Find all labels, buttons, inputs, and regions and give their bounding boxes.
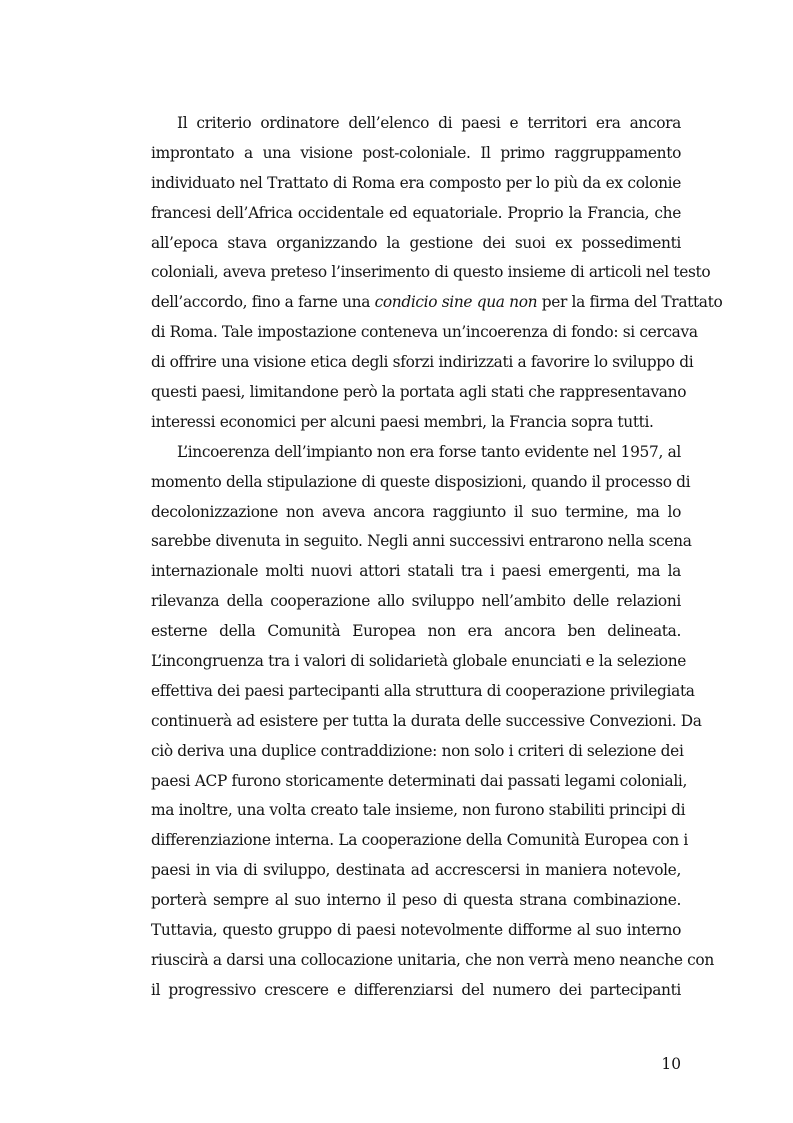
paragraph-2-line-18: riuscirà a darsi una collocazione unitaria, che non verrà meno neanche con <box>151 950 714 969</box>
paragraph-2-line-1: L’incoerenza dell’impianto non era forse tanto evidente nel 1957, al <box>177 442 681 461</box>
paragraph-2-line-3: decolonizzazione non aveva ancora raggiunto il suo termine, ma lo <box>151 502 681 521</box>
latin-phrase: condicio sine qua non <box>374 293 538 312</box>
paragraph-1-line-8: di Roma. Tale impostazione conteneva un’incoerenza di fondo: si cercava <box>151 323 698 342</box>
paragraph-2-line-6: rilevanza della cooperazione allo sviluppo nell’ambito delle relazioni <box>151 592 681 611</box>
paragraph-1-line-11: interessi economici per alcuni paesi membri, la Francia sopra tutti. <box>151 412 654 431</box>
paragraph-1-line-7 <box>151 288 723 318</box>
paragraph-2-line-19: il progressivo crescere e differenziarsi del numero dei partecipanti <box>151 980 681 999</box>
paragraph-2-line-11: ciò deriva una duplice contraddizione: non solo i criteri di selezione dei <box>151 741 684 760</box>
paragraph-2-line-7: esterne della Comunità Europea non era ancora ben delineata. <box>151 622 681 641</box>
page-number: 10 <box>661 1055 681 1073</box>
paragraph-2-line-16: porterà sempre al suo interno il peso di questa strana combinazione. <box>151 891 681 910</box>
paragraph-2-line-9: effettiva dei paesi partecipanti alla struttura di cooperazione privilegiata <box>151 681 695 700</box>
paragraph-2-line-8: L’incongruenza tra i valori di solidarietà globale enunciati e la selezione <box>151 652 687 671</box>
paragraph-1-line-2: improntato a una visione post-coloniale. Il primo raggruppamento <box>151 143 681 162</box>
paragraph-1-line-9: di offrire una visione etica degli sforzi indirizzati a favorire lo sviluppo di <box>151 353 694 372</box>
line-text: dell’accordo, fino a farne una <box>151 293 375 312</box>
paragraph-1-line-5: all’epoca stava organizzando la gestione dei suoi ex possedimenti <box>151 233 681 252</box>
paragraph-2-line-12: paesi ACP furono storicamente determinati dai passati legami coloniali, <box>151 771 688 790</box>
paragraph-2-line-15: paesi in via di sviluppo, destinata ad accrescersi in maniera notevole, <box>151 861 681 880</box>
paragraph-2-line-4: sarebbe divenuta in seguito. Negli anni successivi entrarono nella scena <box>151 532 692 551</box>
paragraph-1-line-4: francesi dell’Africa occidentale ed equatoriale. Proprio la Francia, che <box>151 203 681 222</box>
paragraph-1-line-6: coloniali, aveva preteso l’inserimento di questo insieme di articoli nel testo <box>151 263 711 282</box>
paragraph-2-line-10: continuerà ad esistere per tutta la durata delle successive Convezioni. Da <box>151 711 702 730</box>
paragraph-2-line-2: momento della stipulazione di queste disposizioni, quando il processo di <box>151 472 691 491</box>
paragraph-1-line-3: individuato nel Trattato di Roma era composto per lo più da ex colonie <box>151 173 681 192</box>
body-text <box>151 109 723 1006</box>
paragraph-2-line-14: differenziazione interna. La cooperazione della Comunità Europea con i <box>151 831 688 850</box>
paragraph-2-line-17: Tuttavia, questo gruppo di paesi notevolmente difforme al suo interno <box>151 921 681 940</box>
paragraph-2-line-5: internazionale molti nuovi attori statali tra i paesi emergenti, ma la <box>151 562 681 581</box>
paragraph-2-line-13: ma inoltre, una volta creato tale insieme, non furono stabiliti principi di <box>151 801 686 820</box>
paragraph-1-line-10: questi paesi, limitandone però la portata agli stati che rappresentavano <box>151 383 687 402</box>
paragraph-1-line-1: Il criterio ordinatore dell’elenco di paesi e territori era ancora <box>177 114 681 132</box>
line-text: per la firma del Trattato <box>537 293 723 312</box>
